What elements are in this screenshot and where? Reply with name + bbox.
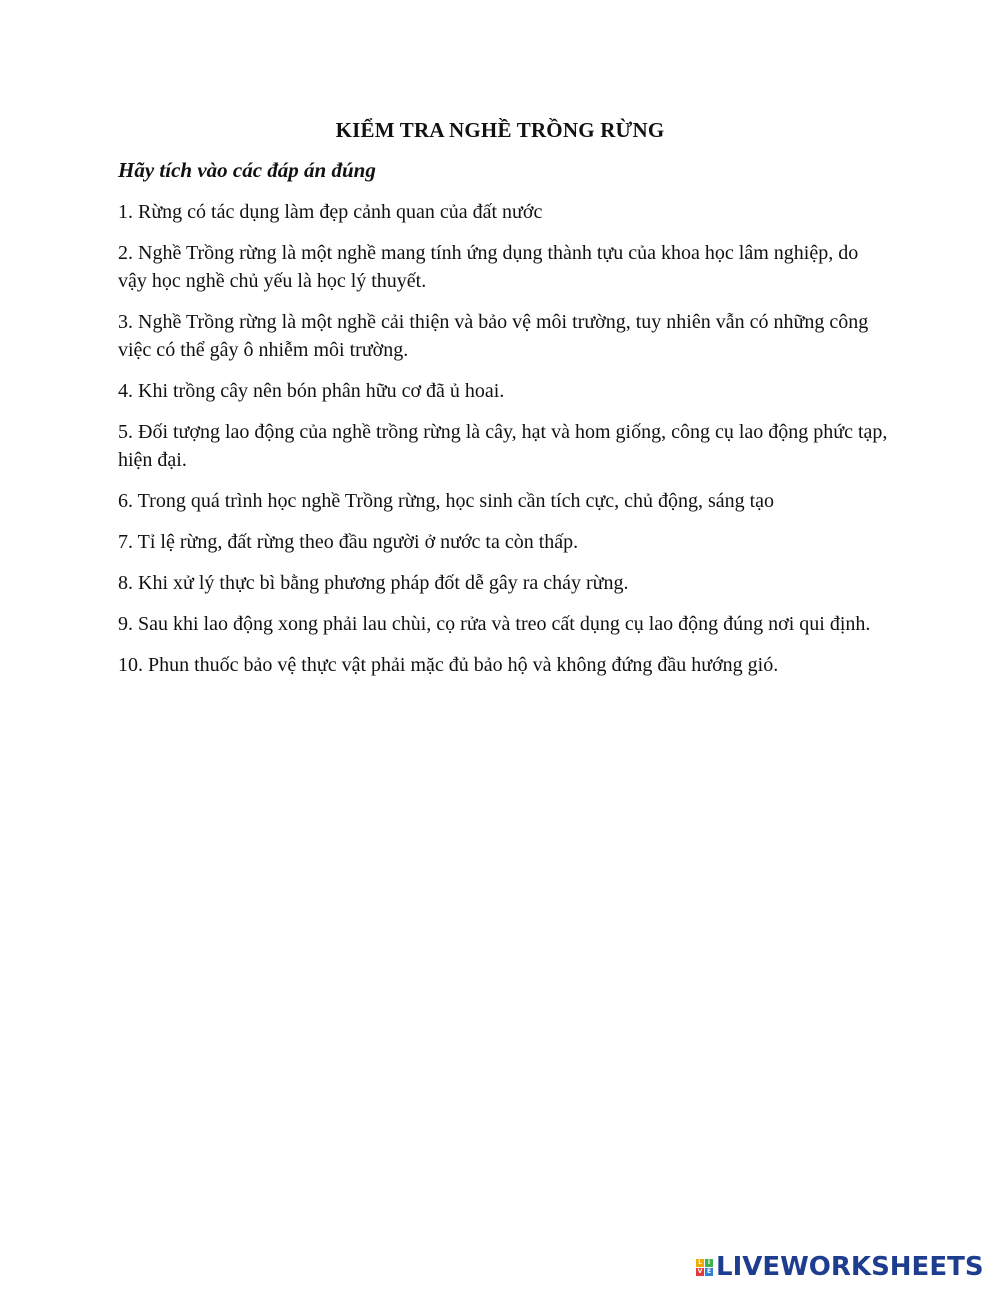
question-item: 10. Phun thuốc bảo vệ thực vật phải mặc đủ bảo hộ và không đứng đầu hướng gió.: [118, 654, 779, 676]
liveworksheets-logo: [696, 1252, 984, 1282]
question-item: 3. Nghề Trồng rừng là một nghề cải thiện và bảo vệ môi trường, tuy nhiên vẫn có những công việc có thể gây ô nhiễm môi trường.: [118, 311, 869, 361]
question-item: 2. Nghề Trồng rừng là một nghề mang tính ứng dụng thành tựu của khoa học lâm nghiệp, do vậy học nghề chủ yếu là học lý thuyết.: [118, 242, 859, 292]
question-item: 1. Rừng có tác dụng làm đẹp cảnh quan của đất nước: [118, 201, 543, 223]
page-title: KIỂM TRA NGHỀ TRỒNG RỪNG: [335, 118, 665, 142]
question-item: 6. Trong quá trình học nghề Trồng rừng, học sinh cần tích cực, chủ động, sáng tạo: [118, 490, 775, 512]
question-item: 7. Tỉ lệ rừng, đất rừng theo đầu người ở nước ta còn thấp.: [118, 531, 579, 553]
logo-block: E: [706, 1267, 712, 1275]
question-list: [118, 198, 888, 692]
logo-block: V: [697, 1267, 703, 1275]
question-item: 4. Khi trồng cây nên bón phân hữu cơ đã ủ hoai.: [118, 380, 505, 402]
question-item: 9. Sau khi lao động xong phải lau chùi, cọ rửa và treo cất dụng cụ lao động đúng nơi qui định.: [118, 613, 871, 635]
logo-block: I: [705, 1259, 713, 1267]
logo-blocks-icon: [696, 1259, 713, 1276]
question-item: 5. Đối tượng lao động của nghề trồng rừng là cây, hạt và hom giống, công cụ lao động phức tạp, hiện đại.: [118, 421, 888, 471]
logo-block: L: [696, 1259, 704, 1267]
instruction-text: Hãy tích vào các đáp án đúng: [118, 158, 376, 182]
logo-text: LIVEWORKSHEETS: [716, 1252, 984, 1282]
question-item: 8. Khi xử lý thực bì bằng phương pháp đốt dễ gây ra cháy rừng.: [118, 572, 629, 594]
